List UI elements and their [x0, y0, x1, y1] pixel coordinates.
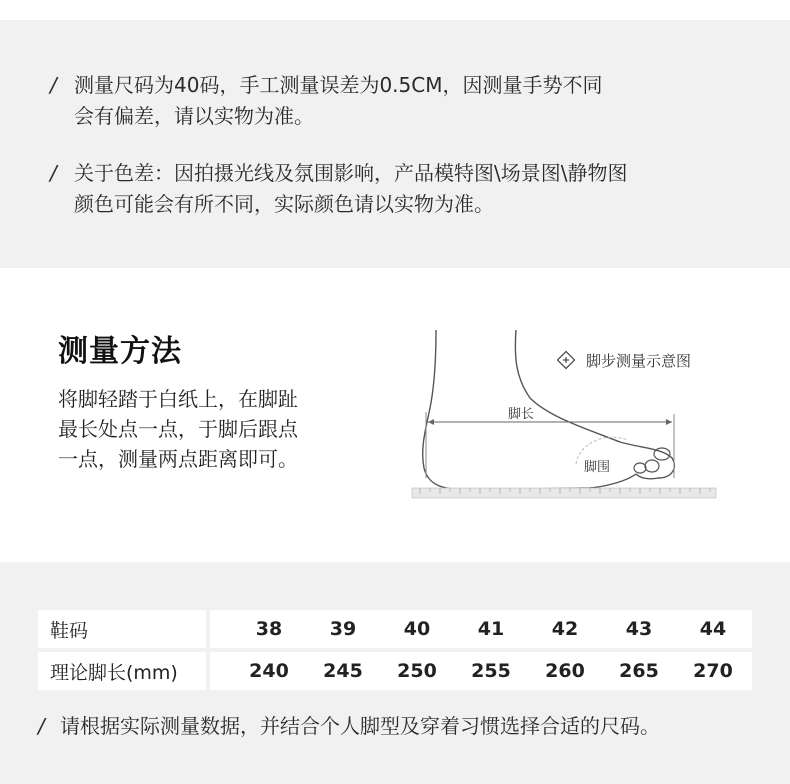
foot-length-label: 脚长 — [508, 407, 535, 422]
row-header: 鞋码 — [38, 610, 206, 648]
method-title: 测量方法 — [58, 334, 182, 369]
table-cell: 265 — [619, 660, 659, 682]
toe-shape — [645, 460, 659, 472]
table-cell: 41 — [477, 618, 505, 640]
slash-mark: / — [50, 73, 57, 97]
table-cell: 42 — [551, 618, 579, 640]
arrow-left-icon — [428, 419, 434, 425]
diamond-plus-icon — [558, 352, 575, 369]
table-cell: 44 — [699, 618, 727, 640]
method-desc-line: 将脚轻踏于白纸上，在脚趾 — [58, 387, 298, 411]
table-row — [38, 652, 752, 690]
ruler — [412, 488, 716, 498]
table-row — [38, 610, 752, 648]
foot-illustration — [400, 318, 740, 518]
foot-girth-label: 脚围 — [584, 460, 611, 475]
size-table — [38, 610, 752, 694]
note-line: 关于色差：因拍摄光线及氛围影响，产品模特图\场景图\静物图 — [74, 161, 628, 185]
method-desc-line: 最长处点一点，于脚后跟点 — [58, 417, 298, 441]
table-cell: 270 — [693, 660, 733, 682]
table-cell: 260 — [545, 660, 585, 682]
foot-measurement-diagram — [400, 318, 740, 518]
table-cell: 40 — [403, 618, 431, 640]
slash-mark: / — [50, 161, 57, 185]
size-advice-note — [38, 710, 660, 739]
toe-shape — [634, 463, 646, 473]
table-cell: 240 — [249, 660, 289, 682]
color-note — [50, 158, 627, 220]
slash-mark: / — [38, 714, 45, 738]
arrow-right-icon — [666, 419, 672, 425]
notes-panel — [0, 20, 790, 268]
measurement-note — [50, 70, 602, 132]
table-cell: 250 — [397, 660, 437, 682]
note-line: 会有偏差，请以实物为准。 — [74, 104, 314, 128]
row-header: 理论脚长(mm) — [38, 652, 206, 690]
note-text: 请根据实际测量数据，并结合个人脚型及穿着习惯选择合适的尺码。 — [60, 714, 660, 738]
diagram-legend: 脚步测量示意图 — [586, 352, 692, 370]
method-description — [58, 384, 348, 474]
table-cell: 43 — [625, 618, 653, 640]
row-values — [210, 610, 752, 648]
note-line: 颜色可能会有所不同，实际颜色请以实物为准。 — [74, 192, 494, 216]
table-cell: 39 — [329, 618, 357, 640]
table-cell: 255 — [471, 660, 511, 682]
note-line: 测量尺码为40码，手工测量误差为0.5CM，因测量手势不同 — [74, 73, 603, 97]
method-desc-line: 一点，测量两点距离即可。 — [58, 447, 298, 471]
row-values — [210, 652, 752, 690]
table-cell: 245 — [323, 660, 363, 682]
table-cell: 38 — [255, 618, 283, 640]
